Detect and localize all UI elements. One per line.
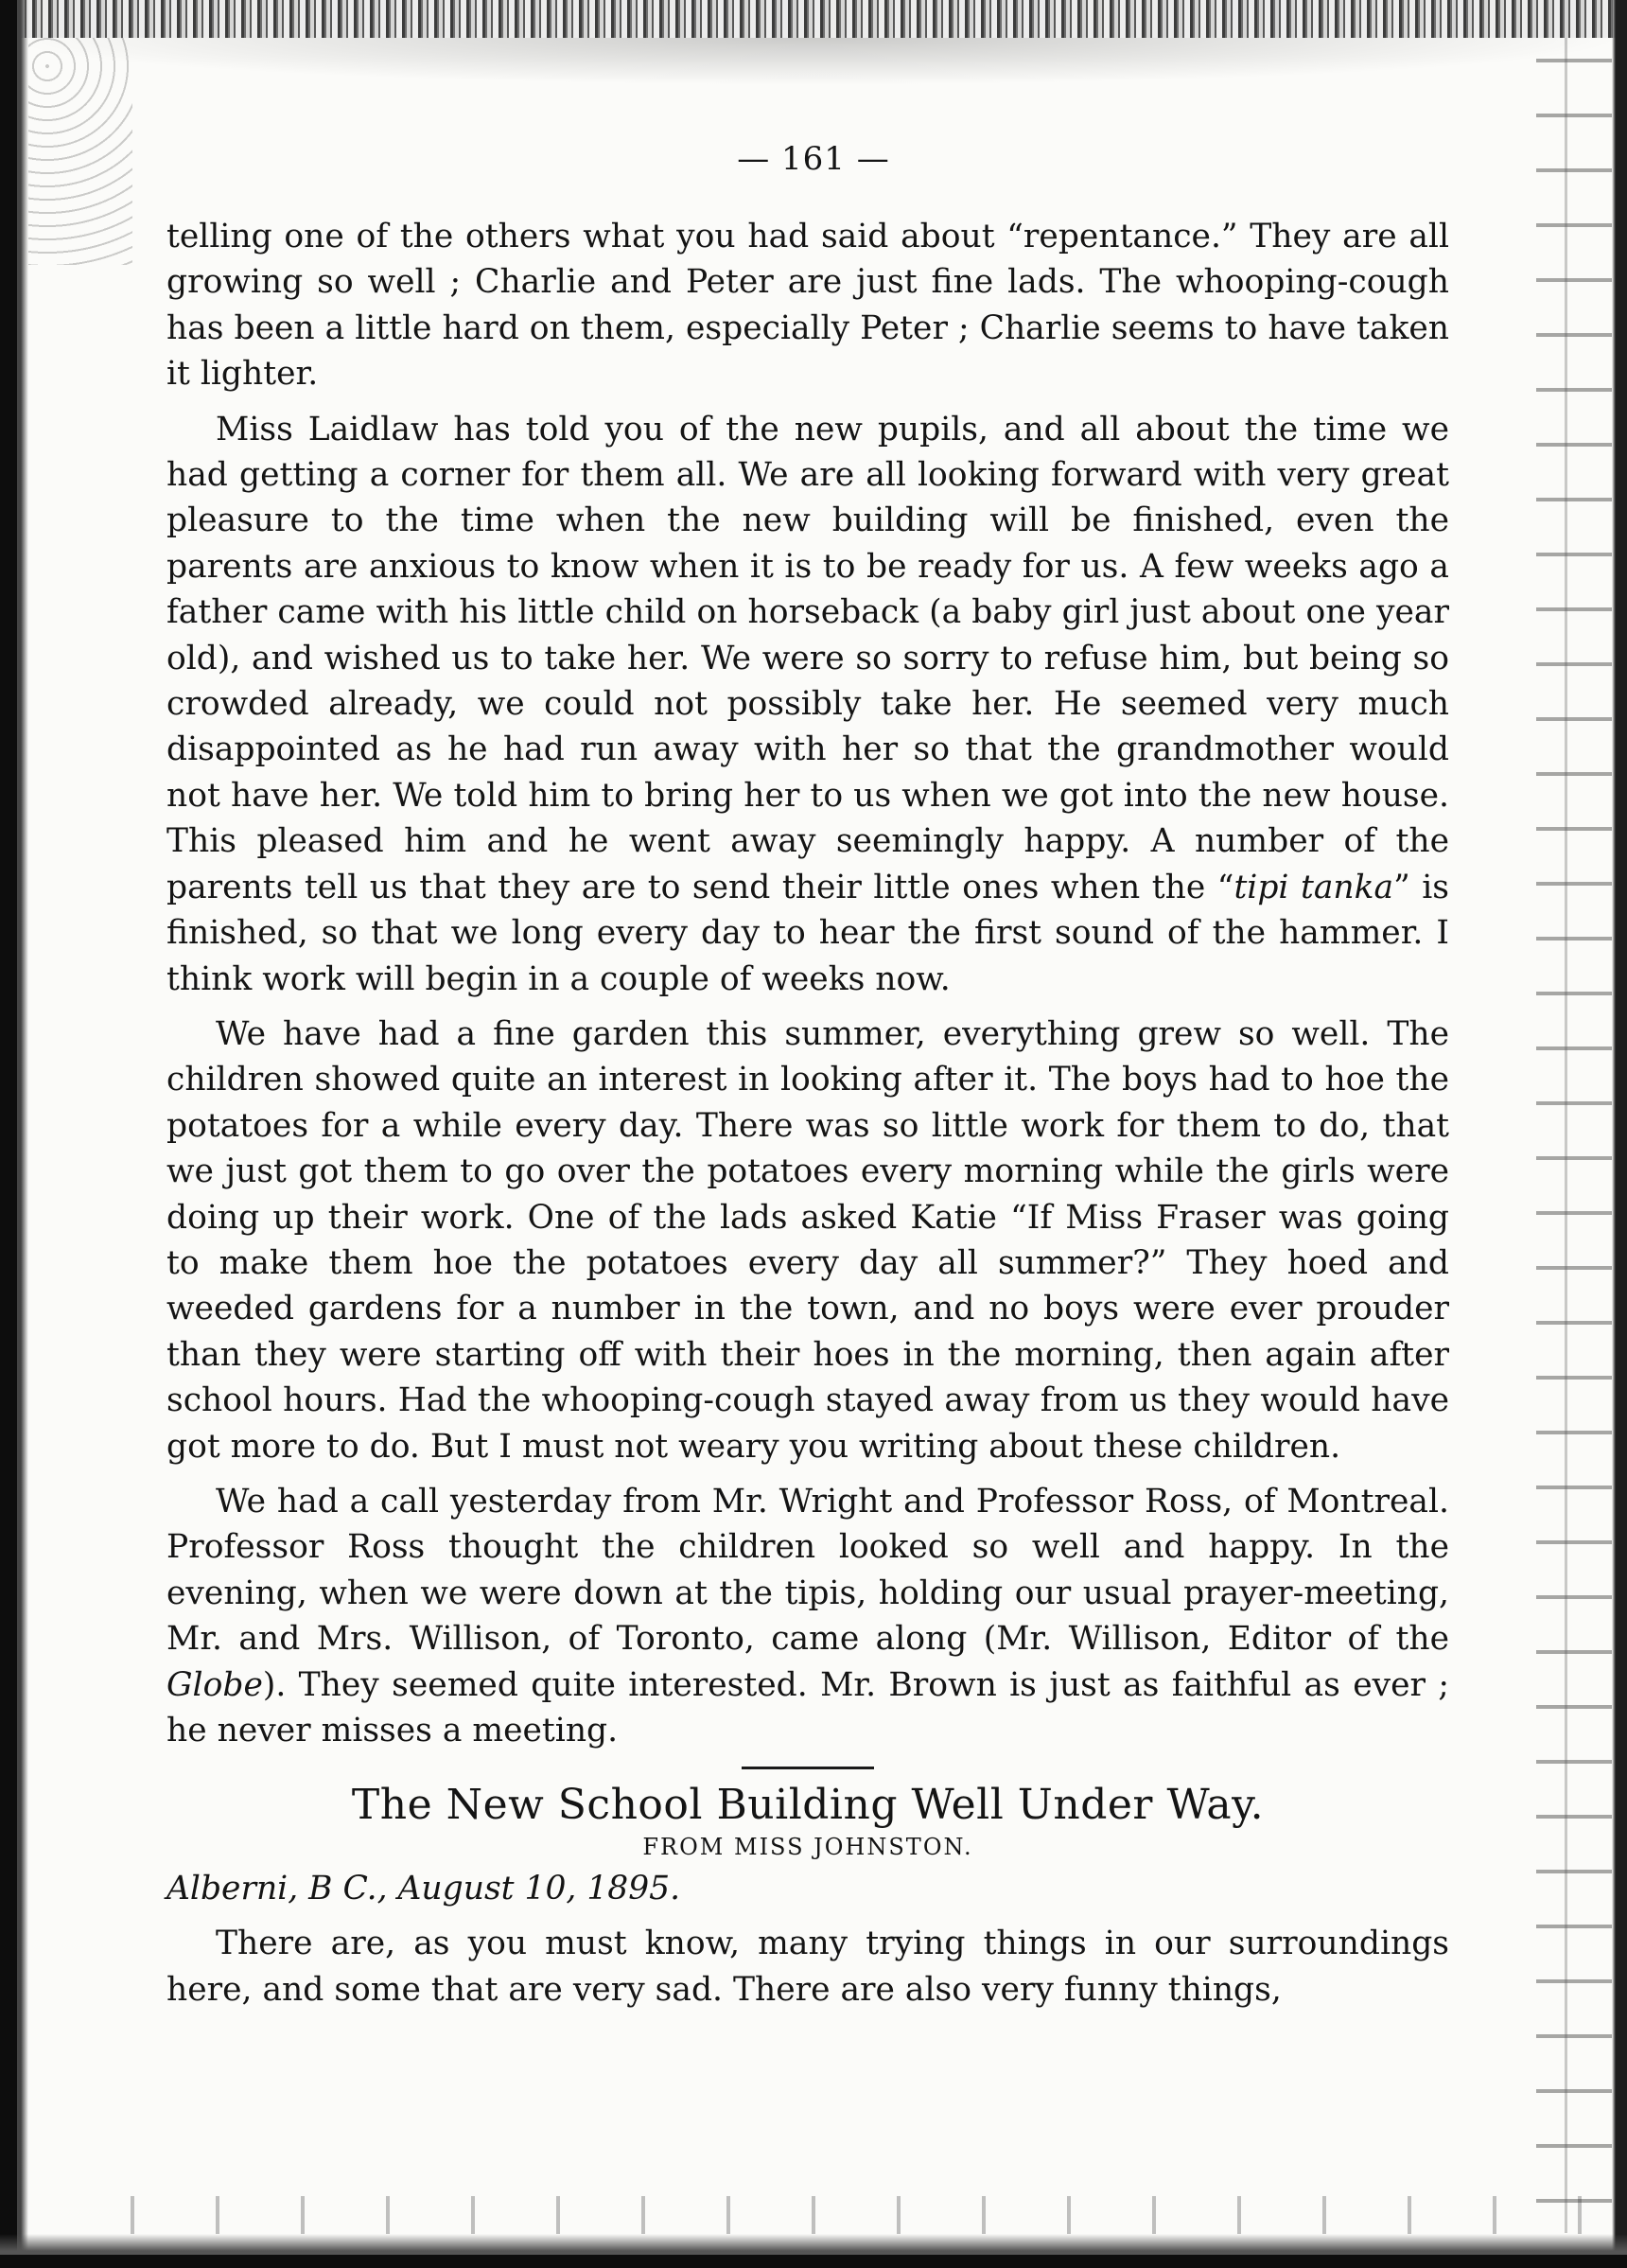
paragraph-3: We have had a fine garden this summer, everything grew so well. The children showed quite an interest in looking after it. The boys had to hoe the potatoes for a while every day. There was so little work for them to do, that we just got them to go over the potatoes every morning while the girls were doing up their work. One of the lads asked Katie “If Miss Fraser was going to make them hoe the potatoes every day all summer?” They hoed and weeded gardens for a number in the town, and no boys were ever prouder than they were starting off with their hoes in the morning, then again after school hours. Had the whooping-cough stayed away from us they would have got more to do. But I must not weary you writing about these children.	[166, 1014, 1449, 1466]
paragraph-2-tail: ” is finished, so that we long every day to hear the first sound of the hammer. I think work will begin in a couple of weeks now.	[166, 868, 1450, 998]
paragraph-2	[166, 407, 1449, 1002]
paragraph-1: telling one of the others what you had said about “repentance.” They are all growing so well ; Charlie and Peter are just fine lads. The whooping-cough has been a little hard on them, especially Peter ; Charlie seems to have taken it lighter.	[166, 218, 1449, 394]
dateline: Alberni, B C., August 10, 1895.	[166, 1870, 681, 1908]
globe-title: Globe	[166, 1665, 263, 1704]
article-body	[166, 214, 1449, 2013]
page-number: — 161 —	[737, 140, 890, 178]
paragraph-4	[166, 1479, 1449, 1753]
quote-open: “	[1205, 868, 1234, 906]
paragraph-4-start: We had a call yesterday from Mr. Wright and Professor Ross, of Montreal. Professor Ross thought the children looked so well and happy. In the evening, when we were down at the tipis, holding our usual prayer-meeting, Mr. and Mrs. Willison, of Toronto, came along (Mr. Willison, Editor of the	[166, 1482, 1449, 1659]
scan-edge-top	[0, 0, 1627, 38]
paragraph-5: There are, as you must know, many trying things in our surroundings here, and some that are very sad. There are also very funny things,	[166, 1925, 1449, 2009]
section-divider	[742, 1767, 874, 1769]
scan-edge-bottom	[0, 2234, 1627, 2268]
paragraph-2-text: Miss Laidlaw has told you of the new pupils, and all about the time we had getting a corner for them all. We are all looking forward with very great pleasure to the time when the new building will be finished, even the parents are anxious to know when it is to be ready for us. A few weeks ago a father came with his little child on horseback (a baby girl just about one year old), and wished us to take her. We were so sorry to refuse him, but being so crowded already, we could not possibly take her. He seemed very much disappointed as he had run away with her so that the grandmother would not have her. We told him to bring her to us when we got into the new house. This pleased him and he went away seemingly happy. A number of the parents tell us that they are to send their little ones when the	[166, 410, 1449, 906]
section-byline: FROM MISS JOHNSTON.	[642, 1834, 973, 1861]
scan-edge-right	[1612, 0, 1627, 2268]
scan-speckle-bottom	[95, 2196, 1608, 2234]
scan-shadow-top	[0, 38, 1627, 85]
scan-speckle-right	[1536, 38, 1612, 2233]
tipi-tanka-term: tipi tanka	[1233, 868, 1394, 906]
section-heading: The New School Building Well Under Way.	[351, 1781, 1265, 1830]
scan-edge-left	[0, 0, 28, 2268]
paragraph-4-end: ). They seemed quite interested. Mr. Brown is just as faithful as ever ; he never misses a meeting.	[166, 1665, 1449, 1749]
